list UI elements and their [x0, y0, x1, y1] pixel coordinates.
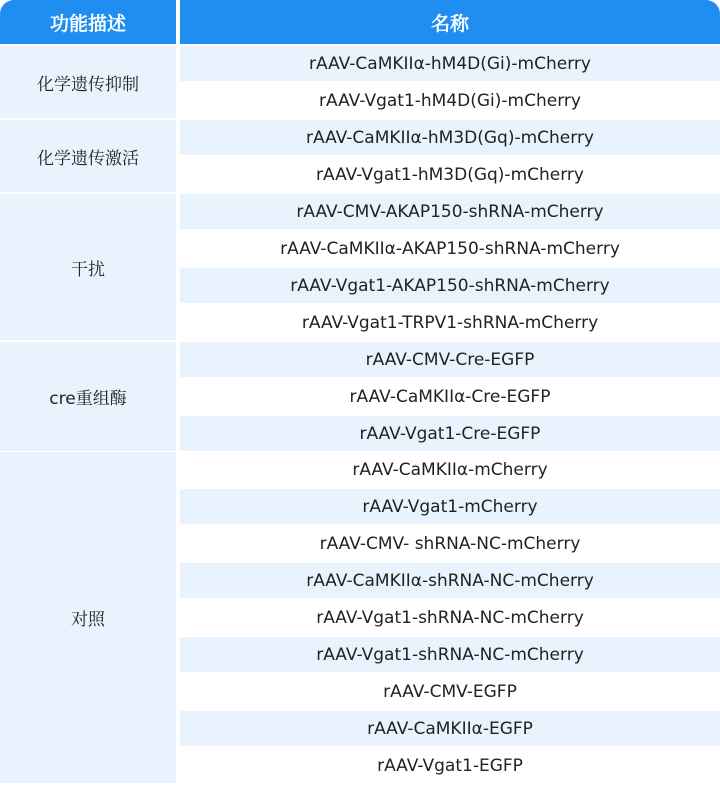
function-cell: 干扰: [0, 194, 176, 340]
name-row: rAAV-CaMKIIα-mCherry: [180, 452, 720, 487]
name-row: rAAV-Vgat1-hM4D(Gi)-mCherry: [180, 83, 720, 118]
column-header-name: 名称: [180, 0, 720, 44]
name-row: rAAV-Vgat1-Cre-EGFP: [180, 416, 720, 451]
name-row: rAAV-CMV- shRNA-NC-mCherry: [180, 526, 720, 561]
name-row: rAAV-CaMKIIα-hM4D(Gi)-mCherry: [180, 46, 720, 81]
name-row: rAAV-CMV-Cre-EGFP: [180, 342, 720, 377]
function-cell: 化学遗传激活: [0, 120, 176, 192]
function-cell: 化学遗传抑制: [0, 46, 176, 118]
name-row: rAAV-CaMKIIα-AKAP150-shRNA-mCherry: [180, 231, 720, 266]
name-row: rAAV-CMV-EGFP: [180, 674, 720, 709]
column-header-function: 功能描述: [0, 0, 176, 44]
name-row: rAAV-CMV-AKAP150-shRNA-mCherry: [180, 194, 720, 229]
name-row: rAAV-Vgat1-EGFP: [180, 748, 720, 783]
name-row: rAAV-CaMKIIα-shRNA-NC-mCherry: [180, 563, 720, 598]
name-row: rAAV-CaMKIIα-hM3D(Gq)-mCherry: [180, 120, 720, 155]
name-row: rAAV-Vgat1-TRPV1-shRNA-mCherry: [180, 305, 720, 340]
name-row: rAAV-Vgat1-shRNA-NC-mCherry: [180, 600, 720, 635]
name-row: rAAV-Vgat1-mCherry: [180, 489, 720, 524]
function-cell: cre重组酶: [0, 342, 176, 451]
name-row: rAAV-CaMKIIα-EGFP: [180, 711, 720, 746]
name-row: rAAV-Vgat1-hM3D(Gq)-mCherry: [180, 157, 720, 192]
name-row: rAAV-Vgat1-shRNA-NC-mCherry: [180, 637, 720, 672]
name-row: rAAV-CaMKIIα-Cre-EGFP: [180, 379, 720, 414]
function-cell: 对照: [0, 452, 176, 783]
name-row: rAAV-Vgat1-AKAP150-shRNA-mCherry: [180, 268, 720, 303]
